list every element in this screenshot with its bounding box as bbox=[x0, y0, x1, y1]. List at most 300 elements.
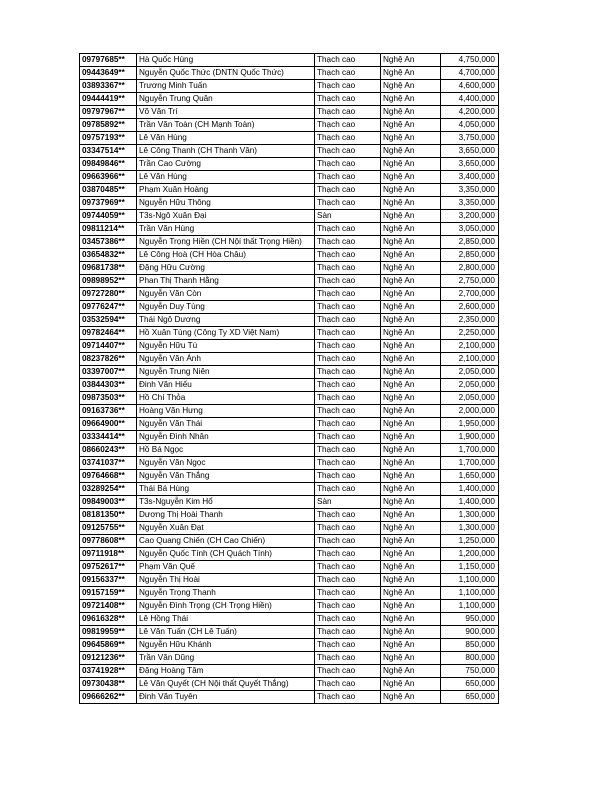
phone-cell: 03397007** bbox=[80, 366, 137, 379]
name-cell: Đặng Hữu Cường bbox=[137, 262, 315, 275]
amount-cell: 2,700,000 bbox=[441, 288, 499, 301]
table-row bbox=[80, 587, 499, 600]
table-row bbox=[80, 80, 499, 93]
province-cell: Nghệ An bbox=[381, 665, 441, 678]
province-cell: Nghệ An bbox=[381, 496, 441, 509]
name-cell: Nguyễn Đình Nhân bbox=[137, 431, 315, 444]
phone-cell: 09721408** bbox=[80, 600, 137, 613]
name-cell: Nguyễn Hữu Thông bbox=[137, 197, 315, 210]
province-cell: Nghệ An bbox=[381, 626, 441, 639]
product-cell: Thạch cao bbox=[315, 522, 381, 535]
province-cell: Nghệ An bbox=[381, 275, 441, 288]
product-cell: Thạch cao bbox=[315, 262, 381, 275]
amount-cell: 2,100,000 bbox=[441, 353, 499, 366]
amount-cell: 3,050,000 bbox=[441, 223, 499, 236]
phone-cell: 03741037** bbox=[80, 457, 137, 470]
province-cell: Nghệ An bbox=[381, 392, 441, 405]
amount-cell: 3,200,000 bbox=[441, 210, 499, 223]
province-cell: Nghệ An bbox=[381, 236, 441, 249]
phone-cell: 09849846** bbox=[80, 158, 137, 171]
amount-cell: 2,050,000 bbox=[441, 366, 499, 379]
table-row bbox=[80, 236, 499, 249]
name-cell: Nguyễn Xuân Đạt bbox=[137, 522, 315, 535]
table-row bbox=[80, 444, 499, 457]
province-cell: Nghệ An bbox=[381, 431, 441, 444]
province-cell: Nghệ An bbox=[381, 509, 441, 522]
province-cell: Nghệ An bbox=[381, 535, 441, 548]
name-cell: Nguyễn Văn Còn bbox=[137, 288, 315, 301]
product-cell: Thạch cao bbox=[315, 678, 381, 691]
product-cell: Thạch cao bbox=[315, 67, 381, 80]
product-cell: Thạch cao bbox=[315, 574, 381, 587]
phone-cell: 09778608** bbox=[80, 535, 137, 548]
product-cell: Thạch cao bbox=[315, 249, 381, 262]
name-cell: Đinh Văn Tuyên bbox=[137, 691, 315, 704]
province-cell: Nghệ An bbox=[381, 327, 441, 340]
table-row bbox=[80, 470, 499, 483]
province-cell: Nghệ An bbox=[381, 444, 441, 457]
product-cell: Thạch cao bbox=[315, 314, 381, 327]
phone-cell: 09730438** bbox=[80, 678, 137, 691]
amount-cell: 2,850,000 bbox=[441, 236, 499, 249]
table-row bbox=[80, 691, 499, 704]
name-cell: Trần Văn Dũng bbox=[137, 652, 315, 665]
province-cell: Nghệ An bbox=[381, 288, 441, 301]
name-cell: Hồ Xuân Tùng (Công Ty XD Việt Nam) bbox=[137, 327, 315, 340]
table-row bbox=[80, 197, 499, 210]
province-cell: Nghệ An bbox=[381, 67, 441, 80]
name-cell: Lê Văn Hùng bbox=[137, 132, 315, 145]
product-cell: Thạch cao bbox=[315, 184, 381, 197]
table-row bbox=[80, 431, 499, 444]
phone-cell: 09727280** bbox=[80, 288, 137, 301]
table-row bbox=[80, 184, 499, 197]
phone-cell: 09121236** bbox=[80, 652, 137, 665]
phone-cell: 03870485** bbox=[80, 184, 137, 197]
table-row bbox=[80, 132, 499, 145]
province-cell: Nghệ An bbox=[381, 522, 441, 535]
name-cell: Võ Văn Trí bbox=[137, 106, 315, 119]
name-cell: Hồ Chí Thỏa bbox=[137, 392, 315, 405]
product-cell: Thạch cao bbox=[315, 236, 381, 249]
name-cell: Nguyễn Đình Trọng (CH Trọng Hiền) bbox=[137, 600, 315, 613]
product-cell: Thạch cao bbox=[315, 561, 381, 574]
table-row bbox=[80, 548, 499, 561]
name-cell: Lê Công Thanh (CH Thanh Vân) bbox=[137, 145, 315, 158]
table-row bbox=[80, 522, 499, 535]
province-cell: Nghệ An bbox=[381, 418, 441, 431]
table-row bbox=[80, 210, 499, 223]
name-cell: Hoàng Văn Hưng bbox=[137, 405, 315, 418]
phone-cell: 09663966** bbox=[80, 171, 137, 184]
phone-cell: 09898952** bbox=[80, 275, 137, 288]
table-row bbox=[80, 405, 499, 418]
phone-cell: 08237826** bbox=[80, 353, 137, 366]
province-cell: Nghệ An bbox=[381, 470, 441, 483]
table-row bbox=[80, 392, 499, 405]
phone-cell: 09776247** bbox=[80, 301, 137, 314]
name-cell: Nguyễn Văn Ánh bbox=[137, 353, 315, 366]
table-row bbox=[80, 145, 499, 158]
phone-cell: 03844303** bbox=[80, 379, 137, 392]
province-cell: Nghệ An bbox=[381, 249, 441, 262]
province-cell: Nghệ An bbox=[381, 366, 441, 379]
province-cell: Nghệ An bbox=[381, 457, 441, 470]
province-cell: Nghệ An bbox=[381, 171, 441, 184]
amount-cell: 3,650,000 bbox=[441, 158, 499, 171]
amount-cell: 1,950,000 bbox=[441, 418, 499, 431]
amount-cell: 3,650,000 bbox=[441, 145, 499, 158]
product-cell: Sàn bbox=[315, 210, 381, 223]
amount-cell: 1,900,000 bbox=[441, 431, 499, 444]
name-cell: Nguyễn Thị Hoài bbox=[137, 574, 315, 587]
province-cell: Nghệ An bbox=[381, 561, 441, 574]
name-cell: Thái Ngô Dương bbox=[137, 314, 315, 327]
province-cell: Nghệ An bbox=[381, 145, 441, 158]
phone-cell: 09782464** bbox=[80, 327, 137, 340]
name-cell: Dương Thị Hoài Thanh bbox=[137, 509, 315, 522]
phone-cell: 03893367** bbox=[80, 80, 137, 93]
province-cell: Nghệ An bbox=[381, 106, 441, 119]
product-cell: Thạch cao bbox=[315, 626, 381, 639]
product-cell: Sàn bbox=[315, 496, 381, 509]
amount-cell: 2,000,000 bbox=[441, 405, 499, 418]
table-row bbox=[80, 535, 499, 548]
table-row bbox=[80, 574, 499, 587]
amount-cell: 3,400,000 bbox=[441, 171, 499, 184]
amount-cell: 4,200,000 bbox=[441, 106, 499, 119]
table-row bbox=[80, 353, 499, 366]
province-cell: Nghệ An bbox=[381, 301, 441, 314]
name-cell: Hồ Bá Ngọc bbox=[137, 444, 315, 457]
name-cell: Đinh Văn Hiếu bbox=[137, 379, 315, 392]
phone-cell: 09163736** bbox=[80, 405, 137, 418]
phone-cell: 03654832** bbox=[80, 249, 137, 262]
table-row bbox=[80, 366, 499, 379]
amount-cell: 2,250,000 bbox=[441, 327, 499, 340]
product-cell: Thạch cao bbox=[315, 197, 381, 210]
province-cell: Nghệ An bbox=[381, 587, 441, 600]
phone-cell: 03289254** bbox=[80, 483, 137, 496]
province-cell: Nghệ An bbox=[381, 80, 441, 93]
amount-cell: 2,800,000 bbox=[441, 262, 499, 275]
phone-cell: 09819959** bbox=[80, 626, 137, 639]
product-cell: Thạch cao bbox=[315, 366, 381, 379]
amount-cell: 4,750,000 bbox=[441, 54, 499, 67]
product-cell: Thạch cao bbox=[315, 431, 381, 444]
province-cell: Nghệ An bbox=[381, 340, 441, 353]
amount-cell: 2,750,000 bbox=[441, 275, 499, 288]
table-row bbox=[80, 457, 499, 470]
table-row bbox=[80, 379, 499, 392]
amount-cell: 2,050,000 bbox=[441, 392, 499, 405]
phone-cell: 09664900** bbox=[80, 418, 137, 431]
phone-cell: 03741928** bbox=[80, 665, 137, 678]
phone-cell: 09681738** bbox=[80, 262, 137, 275]
table-row bbox=[80, 418, 499, 431]
product-cell: Thạch cao bbox=[315, 106, 381, 119]
name-cell: Phan Thị Thanh Hằng bbox=[137, 275, 315, 288]
product-cell: Thạch cao bbox=[315, 639, 381, 652]
amount-cell: 650,000 bbox=[441, 678, 499, 691]
amount-cell: 2,100,000 bbox=[441, 340, 499, 353]
product-cell: Thạch cao bbox=[315, 665, 381, 678]
amount-cell: 2,850,000 bbox=[441, 249, 499, 262]
province-cell: Nghệ An bbox=[381, 379, 441, 392]
name-cell: T3s-Nguyễn Kim Hổ bbox=[137, 496, 315, 509]
table-row bbox=[80, 613, 499, 626]
name-cell: Trần Văn Toàn (CH Mạnh Toàn) bbox=[137, 119, 315, 132]
amount-cell: 2,350,000 bbox=[441, 314, 499, 327]
product-cell: Thạch cao bbox=[315, 587, 381, 600]
phone-cell: 09873503** bbox=[80, 392, 137, 405]
amount-cell: 4,050,000 bbox=[441, 119, 499, 132]
name-cell: Thái Bá Hùng bbox=[137, 483, 315, 496]
table-row bbox=[80, 106, 499, 119]
amount-cell: 1,100,000 bbox=[441, 587, 499, 600]
phone-cell: 09752617** bbox=[80, 561, 137, 574]
name-cell: T3s-Ngô Xuân Đại bbox=[137, 210, 315, 223]
province-cell: Nghệ An bbox=[381, 158, 441, 171]
product-cell: Thạch cao bbox=[315, 145, 381, 158]
phone-cell: 09849003** bbox=[80, 496, 137, 509]
amount-cell: 1,650,000 bbox=[441, 470, 499, 483]
product-cell: Thạch cao bbox=[315, 483, 381, 496]
phone-cell: 09744059** bbox=[80, 210, 137, 223]
name-cell: Nguyễn Trung Quân bbox=[137, 93, 315, 106]
amount-cell: 3,350,000 bbox=[441, 184, 499, 197]
table-row bbox=[80, 275, 499, 288]
product-cell: Thạch cao bbox=[315, 548, 381, 561]
name-cell: Nguyễn Duy Tùng bbox=[137, 301, 315, 314]
table-row bbox=[80, 314, 499, 327]
table-row bbox=[80, 54, 499, 67]
table-row bbox=[80, 639, 499, 652]
table-row bbox=[80, 262, 499, 275]
province-cell: Nghệ An bbox=[381, 262, 441, 275]
product-cell: Thạch cao bbox=[315, 301, 381, 314]
product-cell: Thạch cao bbox=[315, 405, 381, 418]
table-row bbox=[80, 496, 499, 509]
name-cell: Nguyễn Văn Ngọc bbox=[137, 457, 315, 470]
phone-cell: 09714407** bbox=[80, 340, 137, 353]
province-cell: Nghệ An bbox=[381, 574, 441, 587]
province-cell: Nghệ An bbox=[381, 678, 441, 691]
customer-table-body bbox=[80, 54, 499, 704]
table-row bbox=[80, 561, 499, 574]
amount-cell: 1,300,000 bbox=[441, 522, 499, 535]
province-cell: Nghệ An bbox=[381, 210, 441, 223]
province-cell: Nghệ An bbox=[381, 93, 441, 106]
table-row bbox=[80, 301, 499, 314]
product-cell: Thạch cao bbox=[315, 119, 381, 132]
name-cell: Trần Văn Hùng bbox=[137, 223, 315, 236]
table-row bbox=[80, 119, 499, 132]
name-cell: Phạm Văn Quế bbox=[137, 561, 315, 574]
amount-cell: 750,000 bbox=[441, 665, 499, 678]
table-row bbox=[80, 223, 499, 236]
product-cell: Thạch cao bbox=[315, 353, 381, 366]
amount-cell: 1,300,000 bbox=[441, 509, 499, 522]
name-cell: Lê Văn Quyết (CH Nội thất Quyết Thắng) bbox=[137, 678, 315, 691]
product-cell: Thạch cao bbox=[315, 392, 381, 405]
phone-cell: 09711918** bbox=[80, 548, 137, 561]
table-row bbox=[80, 652, 499, 665]
product-cell: Thạch cao bbox=[315, 54, 381, 67]
amount-cell: 650,000 bbox=[441, 691, 499, 704]
table-row bbox=[80, 600, 499, 613]
product-cell: Thạch cao bbox=[315, 93, 381, 106]
table-row bbox=[80, 665, 499, 678]
name-cell: Hà Quốc Hùng bbox=[137, 54, 315, 67]
product-cell: Thạch cao bbox=[315, 509, 381, 522]
amount-cell: 4,400,000 bbox=[441, 93, 499, 106]
product-cell: Thạch cao bbox=[315, 171, 381, 184]
phone-cell: 03334414** bbox=[80, 431, 137, 444]
amount-cell: 1,700,000 bbox=[441, 444, 499, 457]
phone-cell: 09156337** bbox=[80, 574, 137, 587]
province-cell: Nghệ An bbox=[381, 548, 441, 561]
phone-cell: 09811214** bbox=[80, 223, 137, 236]
name-cell: Nguyễn Văn Thái bbox=[137, 418, 315, 431]
amount-cell: 1,250,000 bbox=[441, 535, 499, 548]
amount-cell: 950,000 bbox=[441, 613, 499, 626]
name-cell: Nguyễn Trọng Thanh bbox=[137, 587, 315, 600]
province-cell: Nghệ An bbox=[381, 223, 441, 236]
province-cell: Nghệ An bbox=[381, 652, 441, 665]
province-cell: Nghệ An bbox=[381, 600, 441, 613]
amount-cell: 1,200,000 bbox=[441, 548, 499, 561]
product-cell: Thạch cao bbox=[315, 444, 381, 457]
name-cell: Nguyễn Văn Thắng bbox=[137, 470, 315, 483]
province-cell: Nghệ An bbox=[381, 184, 441, 197]
phone-cell: 08181350** bbox=[80, 509, 137, 522]
amount-cell: 900,000 bbox=[441, 626, 499, 639]
table-row bbox=[80, 67, 499, 80]
amount-cell: 3,750,000 bbox=[441, 132, 499, 145]
phone-cell: 09797967** bbox=[80, 106, 137, 119]
province-cell: Nghệ An bbox=[381, 119, 441, 132]
product-cell: Thạch cao bbox=[315, 470, 381, 483]
province-cell: Nghệ An bbox=[381, 314, 441, 327]
phone-cell: 09157159** bbox=[80, 587, 137, 600]
amount-cell: 850,000 bbox=[441, 639, 499, 652]
product-cell: Thạch cao bbox=[315, 132, 381, 145]
table-row bbox=[80, 158, 499, 171]
amount-cell: 2,600,000 bbox=[441, 301, 499, 314]
product-cell: Thạch cao bbox=[315, 418, 381, 431]
amount-cell: 800,000 bbox=[441, 652, 499, 665]
name-cell: Trương Minh Tuấn bbox=[137, 80, 315, 93]
name-cell: Đặng Hoàng Tâm bbox=[137, 665, 315, 678]
amount-cell: 4,700,000 bbox=[441, 67, 499, 80]
product-cell: Thạch cao bbox=[315, 275, 381, 288]
province-cell: Nghệ An bbox=[381, 691, 441, 704]
product-cell: Thạch cao bbox=[315, 457, 381, 470]
phone-cell: 03347514** bbox=[80, 145, 137, 158]
table-row bbox=[80, 678, 499, 691]
name-cell: Nguyễn Trung Niên bbox=[137, 366, 315, 379]
phone-cell: 09764668** bbox=[80, 470, 137, 483]
phone-cell: 09797685** bbox=[80, 54, 137, 67]
table-row bbox=[80, 340, 499, 353]
phone-cell: 09737969** bbox=[80, 197, 137, 210]
phone-cell: 09785892** bbox=[80, 119, 137, 132]
customer-table bbox=[79, 53, 499, 704]
amount-cell: 1,700,000 bbox=[441, 457, 499, 470]
name-cell: Lê Văn Hùng bbox=[137, 171, 315, 184]
table-row bbox=[80, 171, 499, 184]
phone-cell: 08660243** bbox=[80, 444, 137, 457]
phone-cell: 09757193** bbox=[80, 132, 137, 145]
table-row bbox=[80, 509, 499, 522]
province-cell: Nghệ An bbox=[381, 197, 441, 210]
table-row bbox=[80, 483, 499, 496]
amount-cell: 1,150,000 bbox=[441, 561, 499, 574]
table-row bbox=[80, 626, 499, 639]
product-cell: Thạch cao bbox=[315, 223, 381, 236]
name-cell: Nguyễn Quốc Tính (CH Quách Tính) bbox=[137, 548, 315, 561]
product-cell: Thạch cao bbox=[315, 80, 381, 93]
name-cell: Nguyễn Hữu Khánh bbox=[137, 639, 315, 652]
product-cell: Thạch cao bbox=[315, 379, 381, 392]
table-row bbox=[80, 249, 499, 262]
product-cell: Thạch cao bbox=[315, 613, 381, 626]
table-row bbox=[80, 327, 499, 340]
phone-cell: 09443649** bbox=[80, 67, 137, 80]
name-cell: Phạm Xuân Hoàng bbox=[137, 184, 315, 197]
province-cell: Nghệ An bbox=[381, 353, 441, 366]
table-row bbox=[80, 93, 499, 106]
product-cell: Thạch cao bbox=[315, 691, 381, 704]
amount-cell: 1,100,000 bbox=[441, 574, 499, 587]
amount-cell: 1,400,000 bbox=[441, 496, 499, 509]
product-cell: Thạch cao bbox=[315, 158, 381, 171]
province-cell: Nghệ An bbox=[381, 639, 441, 652]
name-cell: Lê Hồng Thái bbox=[137, 613, 315, 626]
phone-cell: 09125755** bbox=[80, 522, 137, 535]
name-cell: Nguyễn Hữu Tú bbox=[137, 340, 315, 353]
province-cell: Nghệ An bbox=[381, 54, 441, 67]
name-cell: Lê Công Hoà (CH Hòa Châu) bbox=[137, 249, 315, 262]
province-cell: Nghệ An bbox=[381, 405, 441, 418]
product-cell: Thạch cao bbox=[315, 340, 381, 353]
phone-cell: 09645869** bbox=[80, 639, 137, 652]
amount-cell: 3,350,000 bbox=[441, 197, 499, 210]
product-cell: Thạch cao bbox=[315, 327, 381, 340]
province-cell: Nghệ An bbox=[381, 483, 441, 496]
phone-cell: 09666262** bbox=[80, 691, 137, 704]
phone-cell: 09616328** bbox=[80, 613, 137, 626]
name-cell: Nguyễn Trọng Hiền (CH Nội thất Trọng Hiền) bbox=[137, 236, 315, 249]
name-cell: Trần Cao Cường bbox=[137, 158, 315, 171]
phone-cell: 03457386** bbox=[80, 236, 137, 249]
table-row bbox=[80, 288, 499, 301]
amount-cell: 2,050,000 bbox=[441, 379, 499, 392]
product-cell: Thạch cao bbox=[315, 535, 381, 548]
product-cell: Thạch cao bbox=[315, 652, 381, 665]
name-cell: Nguyễn Quốc Thức (DNTN Quốc Thức) bbox=[137, 67, 315, 80]
amount-cell: 1,400,000 bbox=[441, 483, 499, 496]
phone-cell: 09444419** bbox=[80, 93, 137, 106]
name-cell: Cao Quang Chiến (CH Cao Chiến) bbox=[137, 535, 315, 548]
product-cell: Thạch cao bbox=[315, 600, 381, 613]
province-cell: Nghệ An bbox=[381, 132, 441, 145]
name-cell: Lê Văn Tuấn (CH Lê Tuấn) bbox=[137, 626, 315, 639]
phone-cell: 03532594** bbox=[80, 314, 137, 327]
province-cell: Nghệ An bbox=[381, 613, 441, 626]
amount-cell: 4,600,000 bbox=[441, 80, 499, 93]
